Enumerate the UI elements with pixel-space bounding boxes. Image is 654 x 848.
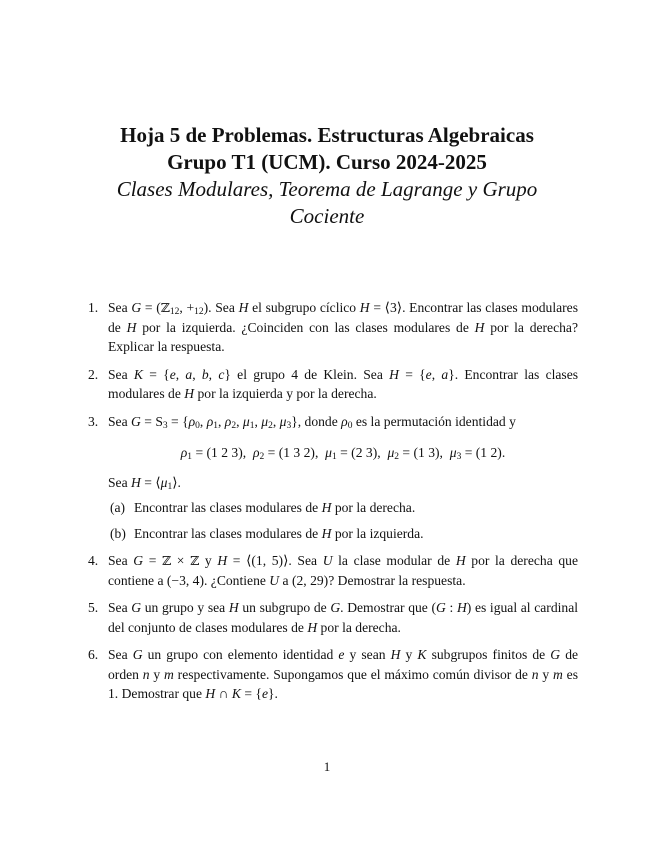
document-header bbox=[60, 122, 594, 230]
subitem-label: (b) bbox=[110, 525, 126, 541]
problem-item bbox=[88, 551, 578, 590]
problem-item bbox=[88, 298, 579, 357]
subitem-text: Encontrar las clases modulares de H por la izquierda. bbox=[134, 525, 424, 541]
problem-item bbox=[88, 645, 579, 704]
subitem-label: (a) bbox=[110, 500, 126, 515]
problem-number: 2. bbox=[88, 366, 99, 382]
problem-number: 1. bbox=[88, 300, 99, 315]
problem-text: Sea K = {e, a, b, c} el grupo 4 de Klein. Sea H = {e, a}. Encontrar las clases modulares de H por la izquierda y por la derecha. bbox=[108, 366, 579, 401]
problem-item bbox=[88, 598, 579, 637]
subgroup-definition: Sea $H = ⟨\mu_1⟩$. bbox=[108, 474, 181, 492]
problem-text: Sea G = (ℤ$_{12}$, $+_{12}$). Sea H el subgrupo cíclico H = ⟨3⟩. Encontrar las clases modulares de H por la izquierda. ¿Coinciden con las clases modulares de H por la derecha? Explicar la respuesta. bbox=[108, 300, 579, 354]
problem-list bbox=[88, 298, 579, 712]
subitem-text: Encontrar las clases modulares de H por la derecha. bbox=[134, 500, 416, 515]
problem-number: 4. bbox=[88, 553, 99, 568]
subitem bbox=[108, 498, 578, 518]
subitem-list bbox=[108, 498, 578, 543]
title-line-2: Grupo T1 (UCM). Curso 2024-2025 bbox=[167, 150, 487, 174]
subtitle-line-1: Clases Modulares, Teorema de Lagrange y Grupo bbox=[116, 177, 538, 201]
page-number: 1 bbox=[323, 759, 331, 774]
problem-number: 6. bbox=[88, 647, 99, 662]
problem-item bbox=[88, 412, 578, 544]
subtitle-line-2: Cociente bbox=[289, 204, 365, 228]
title-line-1: Hoja 5 de Problemas. Estructuras Algebraicas bbox=[120, 123, 534, 147]
permutation-equations: $\rho_1 = (1$ 2 3), $\rho_2 = (1$ 3 2), $\mu_1 = (2$ 3), $\mu_2 = (1$ 3), $\mu_3 = (1$ 2). bbox=[180, 445, 506, 462]
problem-text: Sea G un grupo con elemento identidad e y sean H y K subgrupos finitos de G de orden n y m respectivamente. Supongamos que el máximo común divisor de n y m es 1. Demostrar que H ∩ K = {e}. bbox=[108, 647, 579, 701]
subitem bbox=[108, 524, 578, 544]
problem-text: Sea G un grupo y sea H un subgrupo de G. Demostrar que (G : H) es igual al cardinal del conjunto de clases modulares de H por la derecha. bbox=[108, 600, 579, 635]
problem-text: Sea $G = S_3 = \{\rho_0$, $\rho_1$, $\rho_2$, $\mu_1$, $\mu_2$, $\mu_3$}, donde $\rho_0$ es la permutación identidad y bbox=[108, 413, 516, 431]
problem-number: 3. bbox=[88, 413, 99, 429]
problem-number: 5. bbox=[88, 600, 99, 615]
problem-item bbox=[88, 365, 579, 404]
problem-text: Sea G = ℤ × ℤ y H = ⟨(1, 5)⟩. Sea U la clase modular de H por la derecha que contiene a (−3, 4). ¿Contiene U a (2, 29)? Demostrar la respuesta. bbox=[108, 553, 578, 588]
